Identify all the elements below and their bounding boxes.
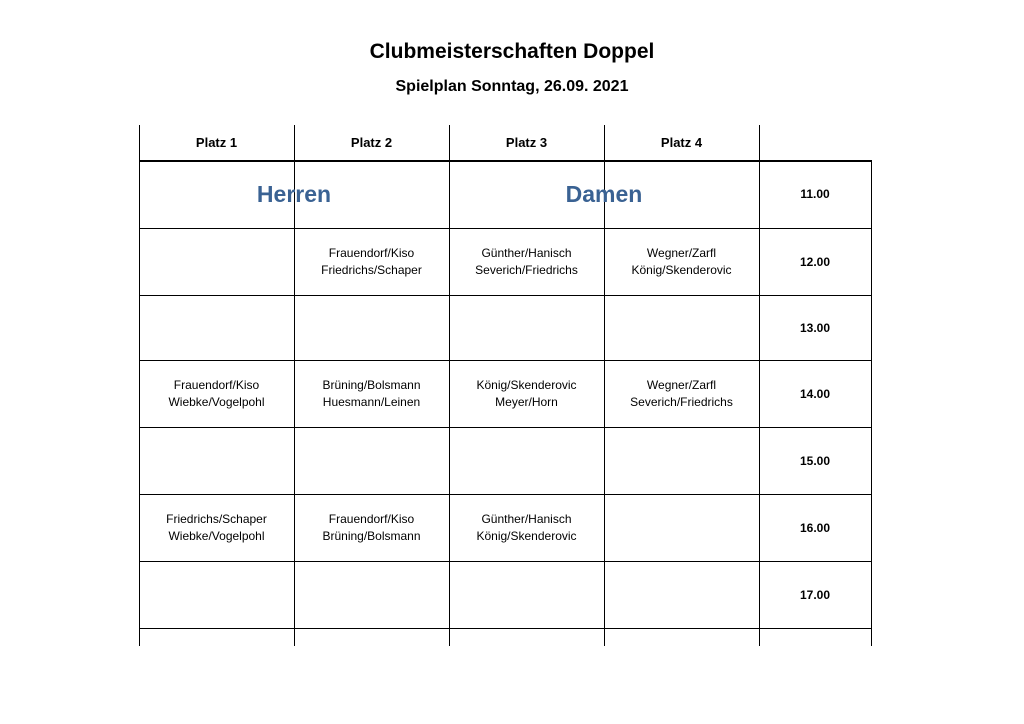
team-pair: Frauendorf/Kiso xyxy=(328,511,415,526)
match-cell xyxy=(294,228,449,295)
match-cell xyxy=(139,295,294,360)
team-pair: Wegner/Zarfl xyxy=(646,245,717,260)
match-cell xyxy=(294,561,449,628)
team-pair: Severich/Friedrichs xyxy=(630,394,733,409)
match-cell xyxy=(604,427,759,494)
column-header: Platz 3 xyxy=(505,135,548,150)
page-title: Clubmeisterschaften Doppel xyxy=(369,40,655,63)
team-pair: Günther/Hanisch xyxy=(481,245,572,260)
team-pair: Meyer/Horn xyxy=(495,394,558,409)
team-pair: Frauendorf/Kiso xyxy=(328,245,415,260)
match-cell xyxy=(449,561,604,628)
time-slot: 17.00 xyxy=(799,587,831,602)
match-cell xyxy=(449,494,604,561)
match-cell xyxy=(449,427,604,494)
team-pair: König/Skenderovic xyxy=(476,528,577,543)
time-slot: 13.00 xyxy=(799,320,831,335)
match-cell xyxy=(294,295,449,360)
match-cell xyxy=(449,295,604,360)
time-slot: 11.00 xyxy=(800,187,830,201)
match-cell xyxy=(294,360,449,427)
column-header: Platz 2 xyxy=(350,135,393,150)
match-cell xyxy=(449,228,604,295)
team-pair: Brüning/Bolsmann xyxy=(322,528,421,543)
match-cell xyxy=(294,427,449,494)
team-pair: Friedrichs/Schaper xyxy=(321,262,422,277)
category-damen: Damen xyxy=(565,180,643,207)
team-pair: Günther/Hanisch xyxy=(481,511,572,526)
time-slot: 16.00 xyxy=(799,520,831,535)
time-slot: 15.00 xyxy=(799,453,831,468)
team-pair: Brüning/Bolsmann xyxy=(322,377,421,392)
match-cell xyxy=(294,494,449,561)
match-cell xyxy=(604,228,759,295)
time-slot: 14.00 xyxy=(799,386,831,401)
team-pair: Severich/Friedrichs xyxy=(475,262,578,277)
column-divider xyxy=(871,160,872,646)
match-cell xyxy=(139,561,294,628)
team-pair: Huesmann/Leinen xyxy=(322,394,421,409)
category-herren: Herren xyxy=(256,180,332,207)
match-cell xyxy=(604,360,759,427)
time-slot: 12.00 xyxy=(799,254,831,269)
column-header: Platz 1 xyxy=(195,135,238,150)
team-pair: König/Skenderovic xyxy=(631,262,732,277)
match-cell xyxy=(604,494,759,561)
column-header: Platz 4 xyxy=(660,135,703,150)
match-cell xyxy=(449,360,604,427)
match-cell xyxy=(139,360,294,427)
team-pair: Wiebke/Vogelpohl xyxy=(168,394,265,409)
team-pair: Frauendorf/Kiso xyxy=(173,377,260,392)
team-pair: Wiebke/Vogelpohl xyxy=(168,528,265,543)
match-cell xyxy=(139,427,294,494)
team-pair: Wegner/Zarfl xyxy=(646,377,717,392)
match-cell xyxy=(139,494,294,561)
page-subtitle: Spielplan Sonntag, 26.09. 2021 xyxy=(395,78,629,95)
match-cell xyxy=(604,561,759,628)
team-pair: König/Skenderovic xyxy=(476,377,577,392)
match-cell xyxy=(139,228,294,295)
row-divider xyxy=(139,628,872,629)
team-pair: Friedrichs/Schaper xyxy=(166,511,267,526)
match-cell xyxy=(604,295,759,360)
